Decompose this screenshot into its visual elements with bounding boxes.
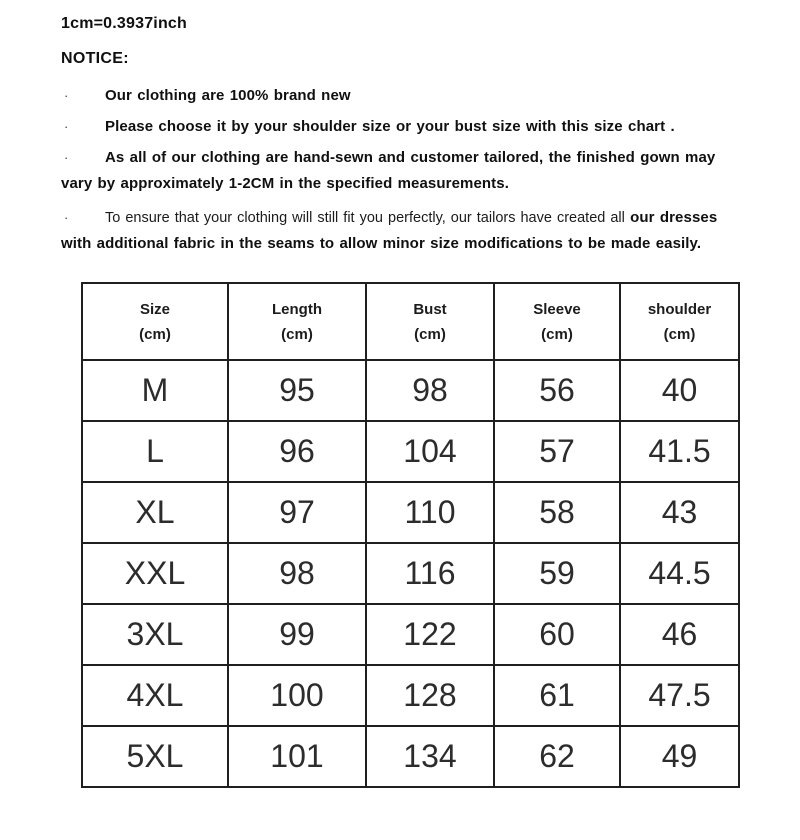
column-header-sleeve: Sleeve (cm) (494, 283, 620, 360)
bullet-dot-icon: · (64, 88, 69, 103)
bullet-dot-icon: · (64, 210, 69, 225)
cell-shoulder: 41.5 (620, 421, 739, 482)
cell-bust: 104 (366, 421, 494, 482)
cell-shoulder: 46 (620, 604, 739, 665)
notice-bullet-extra-fabric (61, 205, 738, 257)
cell-length: 98 (228, 543, 366, 604)
cell-shoulder: 49 (620, 726, 739, 787)
notice-bullet-text: Our clothing are 100% brand new (105, 87, 351, 104)
bullet-dot-icon: · (64, 119, 69, 134)
cell-sleeve: 60 (494, 604, 620, 665)
cell-size: XXL (82, 543, 228, 604)
notice-bullet-hand-sewn (61, 145, 738, 197)
cell-length: 95 (228, 360, 366, 421)
cell-size: 5XL (82, 726, 228, 787)
notice-bullet-choose-size (61, 114, 738, 140)
bullet-dot-icon: · (64, 150, 69, 165)
column-header-shoulder: shoulder (cm) (620, 283, 739, 360)
column-header-bust: Bust (cm) (366, 283, 494, 360)
notice-list (61, 83, 738, 257)
cell-bust: 134 (366, 726, 494, 787)
notice-heading: NOTICE: (61, 50, 129, 67)
notice-bullet-text-bold: our dresses with additional fabric in the seams to allow minor size modifications to be made easily. (61, 209, 718, 252)
cell-bust: 98 (366, 360, 494, 421)
notice-bullet-text-light: To ensure that your clothing will still fit you perfectly, our tailors have created all (105, 210, 625, 226)
cell-sleeve: 58 (494, 482, 620, 543)
cell-length: 96 (228, 421, 366, 482)
notice-bullet-text: Please choose it by your shoulder size or your bust size with this size chart . (105, 118, 675, 135)
cell-bust: 116 (366, 543, 494, 604)
cell-sleeve: 57 (494, 421, 620, 482)
cell-length: 100 (228, 665, 366, 726)
table-row-4xl (82, 665, 739, 726)
cell-shoulder: 43 (620, 482, 739, 543)
table-row-xxl (82, 543, 739, 604)
cell-sleeve: 56 (494, 360, 620, 421)
table-header-row (82, 283, 739, 360)
table-row-xl (82, 482, 739, 543)
cell-length: 101 (228, 726, 366, 787)
cell-size: 4XL (82, 665, 228, 726)
cell-size: M (82, 360, 228, 421)
cell-bust: 128 (366, 665, 494, 726)
cell-sleeve: 61 (494, 665, 620, 726)
cell-length: 97 (228, 482, 366, 543)
table-row-l (82, 421, 739, 482)
cell-shoulder: 44.5 (620, 543, 739, 604)
size-chart-table (81, 282, 740, 788)
cell-sleeve: 62 (494, 726, 620, 787)
notice-bullet-text: As all of our clothing are hand-sewn and customer tailored, the finished gown may vary by approximately 1-2CM in the specified measurements. (61, 149, 716, 192)
cell-size: L (82, 421, 228, 482)
table-row-m (82, 360, 739, 421)
cell-sleeve: 59 (494, 543, 620, 604)
cell-shoulder: 47.5 (620, 665, 739, 726)
cell-bust: 122 (366, 604, 494, 665)
table-row-5xl (82, 726, 739, 787)
conversion-note: 1cm=0.3937inch (61, 15, 187, 32)
cell-size: 3XL (82, 604, 228, 665)
column-header-size: Size (cm) (82, 283, 228, 360)
cell-length: 99 (228, 604, 366, 665)
cell-size: XL (82, 482, 228, 543)
cell-shoulder: 40 (620, 360, 739, 421)
cell-bust: 110 (366, 482, 494, 543)
table-row-3xl (82, 604, 739, 665)
notice-bullet-brand-new (61, 83, 738, 109)
column-header-length: Length (cm) (228, 283, 366, 360)
